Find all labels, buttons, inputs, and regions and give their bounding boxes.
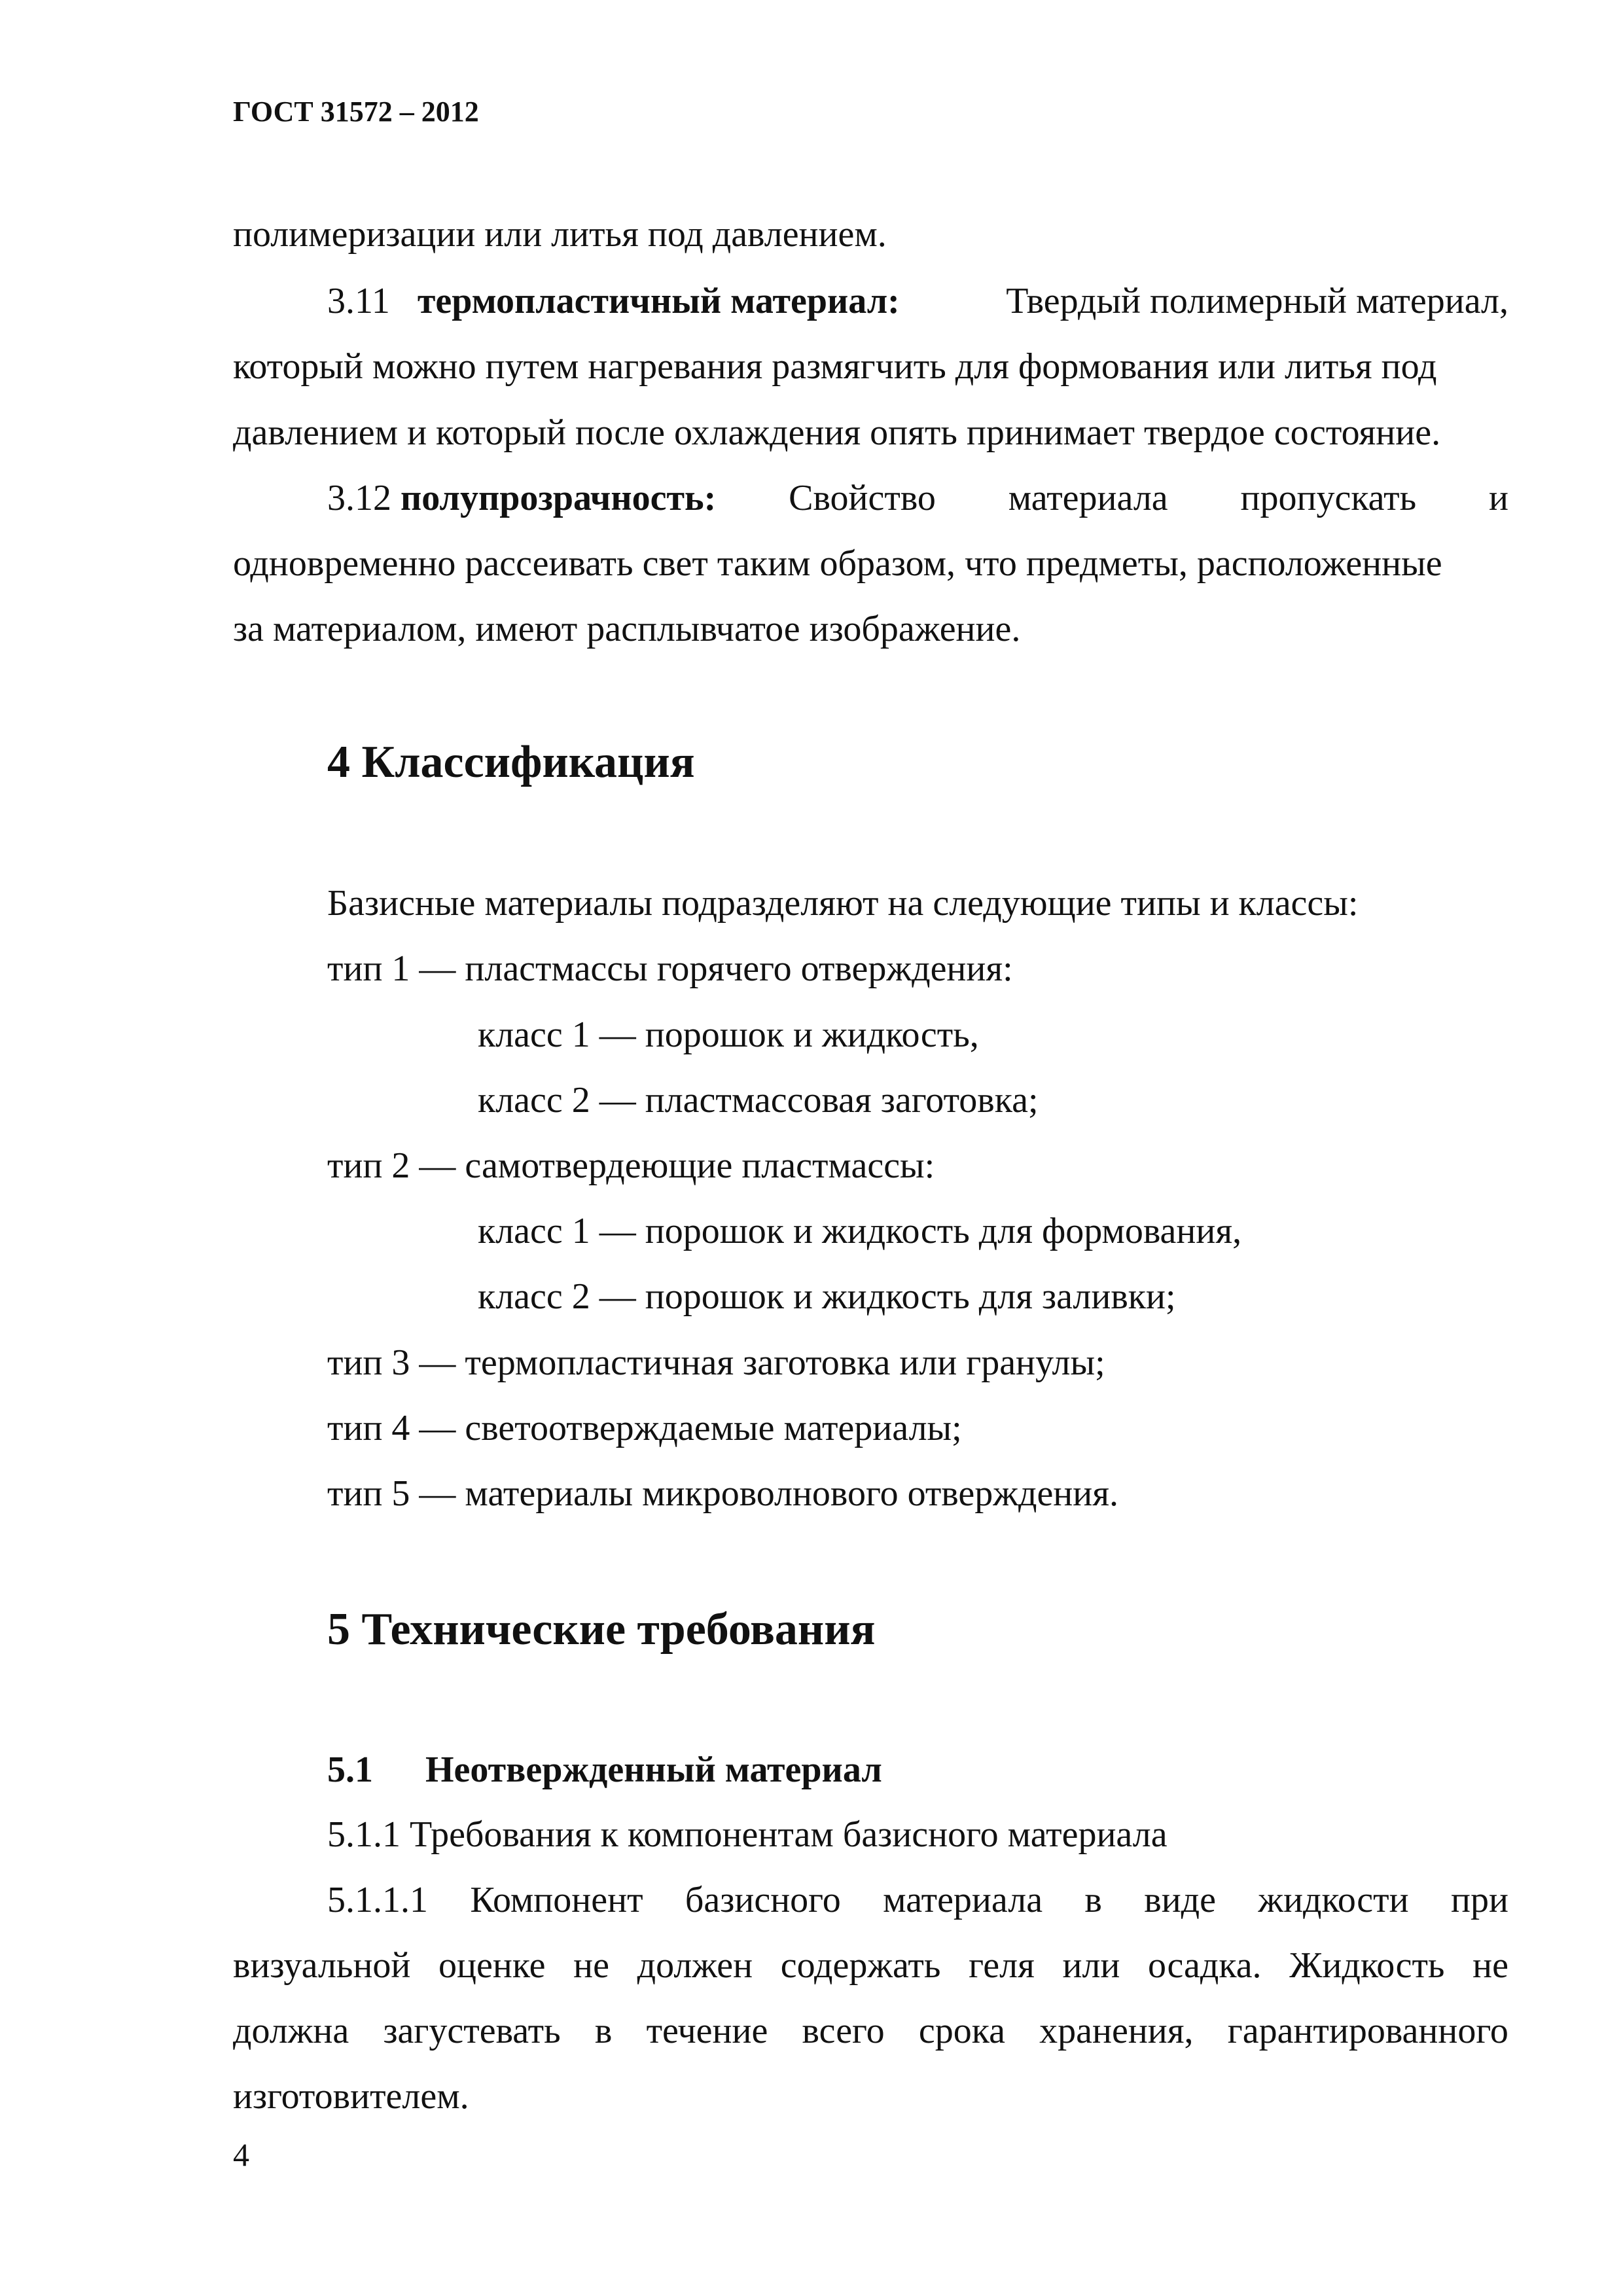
- word: содержать: [780, 1945, 941, 1986]
- word: срока: [918, 2011, 1005, 2051]
- word: материала: [883, 1880, 1043, 1920]
- word: в: [594, 2011, 613, 2051]
- clause-5-1-1-1-line1: [327, 1882, 1508, 1918]
- term-definition-start: Твердый полимерный материал,: [1006, 281, 1508, 321]
- word: Жидкость: [1289, 1945, 1445, 1986]
- type-1-class-1: класс 1 — порошок и жидкость,: [478, 1014, 979, 1055]
- word: пропускать: [1240, 478, 1417, 518]
- word: не: [573, 1945, 609, 1986]
- subsection-5-1-title: Неотвержденный материал: [425, 1749, 882, 1790]
- word: оценке: [438, 1945, 546, 1986]
- term-3-12-line3: за материалом, имеют расплывчатое изображение.: [233, 609, 1021, 649]
- term-3-12-line2: одновременно рассеивать свет таким образом, что предметы, расположенные: [233, 543, 1442, 584]
- type-3: тип 3 — термопластичная заготовка или гранулы;: [327, 1342, 1105, 1383]
- word: базисного: [685, 1880, 841, 1920]
- type-2: тип 2 — самотвердеющие пластмассы:: [327, 1145, 935, 1186]
- word: не: [1472, 1945, 1508, 1986]
- word: течение: [646, 2011, 768, 2051]
- term-3-11-line1: [327, 283, 1508, 319]
- term-title: полупрозрачность:: [401, 478, 717, 518]
- word: виде: [1144, 1880, 1217, 1920]
- word: в: [1084, 1880, 1102, 1920]
- clause-5-1-1-1-line4: изготовителем.: [233, 2076, 469, 2117]
- term-title: термопластичный материал:: [417, 281, 900, 321]
- word: должен: [637, 1945, 753, 1986]
- word: Свойство: [789, 478, 936, 518]
- word: Компонент: [470, 1880, 643, 1920]
- section-4-intro: Базисные материалы подразделяют на следующие типы и классы:: [327, 883, 1359, 924]
- word: хранения,: [1039, 2011, 1194, 2051]
- term-3-11-line3: давлением и который после охлаждения опять принимает твердое состояние.: [233, 412, 1441, 453]
- section-5-heading: 5 Технические требования: [327, 1604, 876, 1655]
- word: и: [1488, 478, 1508, 518]
- type-2-class-2: класс 2 — порошок и жидкость для заливки;: [478, 1276, 1176, 1317]
- document-header: ГОСТ 31572 – 2012: [233, 96, 479, 128]
- word: материала: [1008, 478, 1168, 518]
- word: визуальной: [233, 1945, 411, 1986]
- section-4-heading: 4 Классификация: [327, 737, 695, 787]
- term-3-12-line1: [327, 480, 1508, 516]
- word: геля: [969, 1945, 1035, 1986]
- clause-5-1-1-1-line2: [233, 1947, 1508, 1984]
- type-1: тип 1 — пластмассы горячего отверждения:: [327, 948, 1013, 989]
- subsection-5-1-number: 5.1: [327, 1749, 373, 1790]
- clause-5-1-1: 5.1.1 Требования к компонентам базисного материала: [327, 1814, 1168, 1855]
- word: осадка.: [1148, 1945, 1262, 1986]
- word: загустевать: [383, 2011, 561, 2051]
- type-1-class-2: класс 2 — пластмассовая заготовка;: [478, 1080, 1039, 1121]
- word: жидкости: [1258, 1880, 1409, 1920]
- paragraph-line: полимеризации или литья под давлением.: [233, 214, 887, 255]
- word: гарантированного: [1227, 2011, 1508, 2051]
- word: или: [1062, 1945, 1120, 1986]
- type-2-class-1: класс 1 — порошок и жидкость для формования,: [478, 1211, 1242, 1251]
- word: всего: [802, 2011, 885, 2051]
- term-number: 3.11: [327, 281, 390, 321]
- page-number: 4: [233, 2136, 249, 2173]
- type-4: тип 4 — светоотверждаемые материалы;: [327, 1408, 962, 1448]
- term-3-11-line2: который можно путем нагревания размягчить для формования или литья под: [233, 346, 1437, 387]
- clause-number: 5.1.1.1: [327, 1880, 428, 1920]
- type-5: тип 5 — материалы микроволнового отверждения.: [327, 1473, 1119, 1514]
- clause-5-1-1-1-line3: [233, 2013, 1508, 2049]
- term-number: 3.12: [327, 478, 391, 518]
- word: при: [1450, 1880, 1508, 1920]
- word: должна: [233, 2011, 349, 2051]
